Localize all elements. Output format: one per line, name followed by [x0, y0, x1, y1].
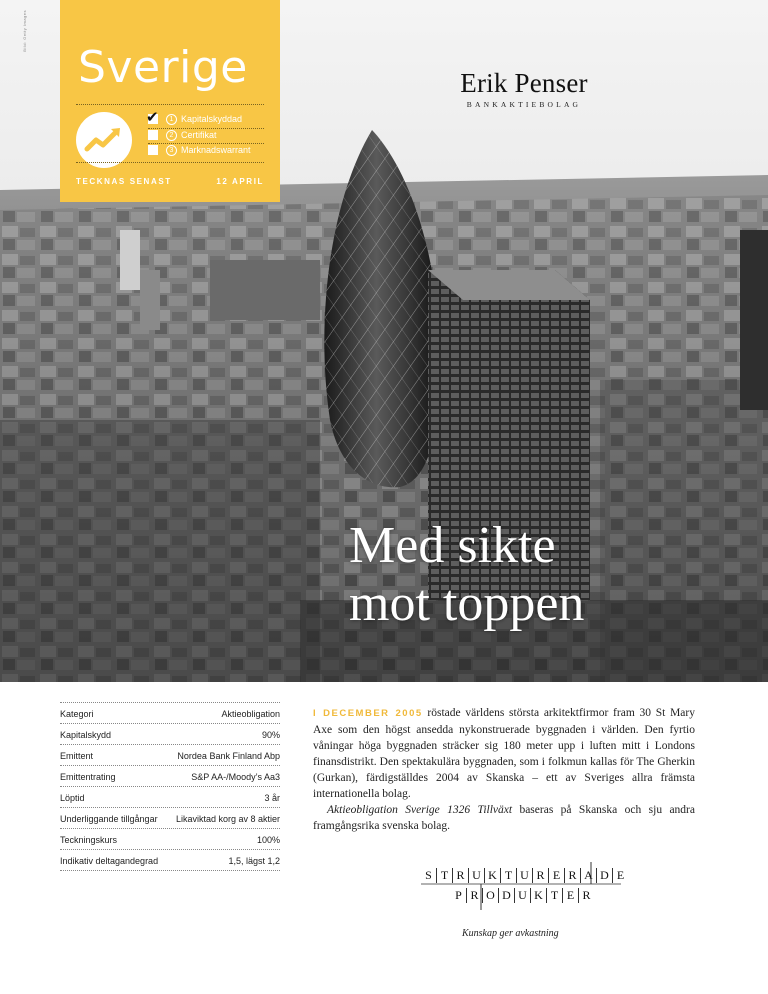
logo-letter: P	[451, 888, 467, 903]
checkmark-icon: ✔	[146, 108, 159, 126]
logo-letter: R	[582, 888, 591, 902]
headline	[349, 517, 584, 633]
badge-divider	[76, 104, 264, 105]
logo-letter: E	[616, 868, 625, 882]
logo-letter: E	[549, 868, 565, 883]
checkbox	[148, 130, 158, 140]
logo-letter: U	[517, 868, 533, 883]
struct-row-2	[451, 888, 594, 903]
logo-letter: T	[501, 868, 517, 883]
article-paragraph-1	[313, 705, 695, 802]
fact-label: Löptid	[60, 793, 85, 803]
fact-label: Underliggande tillgångar	[60, 814, 158, 824]
fact-label: Emittent	[60, 751, 94, 761]
fact-row	[60, 766, 280, 787]
erik-penser-logo	[444, 68, 604, 109]
fact-value: 100%	[256, 835, 280, 845]
logo-letter: K	[531, 888, 547, 903]
fact-label: Kapitalskydd	[60, 730, 112, 740]
rising-arrow-icon	[76, 112, 132, 168]
logo-letter: U	[515, 888, 531, 903]
logo-letter: R	[533, 868, 549, 883]
logo-letter: R	[467, 888, 483, 903]
logo-name: Erik Penser	[460, 68, 588, 98]
fact-value: 3 år	[264, 793, 280, 803]
product-name: Aktieobligation Sverige 1326 Tillväxt	[327, 804, 513, 816]
logo-letter: T	[547, 888, 563, 903]
article-paragraph-2	[313, 802, 695, 834]
fact-label: Emittentrating	[60, 772, 116, 782]
fact-row	[60, 808, 280, 829]
logo-letter: T	[437, 868, 453, 883]
photo-credit: Bild: Getty Images	[22, 10, 27, 52]
logo-letter: A	[581, 868, 597, 883]
product-badge	[60, 0, 280, 202]
logo-letter: U	[469, 868, 485, 883]
fact-value: 90%	[261, 730, 280, 740]
badge-title: Sverige	[78, 42, 248, 93]
logo-letter: S	[421, 868, 437, 883]
checkbox-checked	[146, 108, 159, 126]
struct-row-1	[421, 868, 628, 883]
checkbox	[148, 145, 158, 155]
facts-table	[60, 702, 280, 871]
fact-value: 1,5, lägst 1,2	[228, 856, 280, 866]
strukturerade-produkter-logo	[421, 862, 625, 912]
logo-letter: K	[485, 868, 501, 883]
article-text-1: röstade världens största arkitektfirmor fram 30 St Mary Axe som den högst ansedda nykonstruerade byggnaden i världen. Den fyrtio våningar höga byggnaden sträcker sig 180 meter upp i luften mitt i Londons finansdistrikt. Den spektakulära byggnaden, som i folkmun kallas för The Gherkin (Gurkan), färdigställdes 2004 av Skanska – ett av Sveriges allra främsta internationella bolag.	[313, 707, 695, 800]
logo-letter: E	[563, 888, 579, 903]
subscription-deadline	[76, 177, 264, 186]
fact-value: Likaviktad korg av 8 aktier	[175, 814, 280, 824]
fact-row	[60, 829, 280, 850]
option-kapitalskyddad	[146, 108, 243, 126]
logo-letter: D	[499, 888, 515, 903]
fact-label: Teckningskurs	[60, 835, 118, 845]
fact-value: Nordea Bank Finland Abp	[177, 751, 280, 761]
logo-letter: R	[565, 868, 581, 883]
fact-label: Indikativ deltagandegrad	[60, 856, 159, 866]
logo-letter: R	[453, 868, 469, 883]
option-number: 3	[166, 145, 177, 156]
deadline-date: 12 APRIL	[216, 177, 264, 186]
fact-row	[60, 850, 280, 871]
headline-line-1: Med sikte	[349, 517, 556, 574]
headline-line-2: mot toppen	[349, 575, 585, 632]
fact-value: Aktieobligation	[221, 709, 280, 719]
article-lead: I DECEMBER 2005	[313, 708, 423, 719]
option-label: Certifikat	[181, 130, 217, 140]
logo-subtitle: BANKAKTIEBOLAG	[466, 100, 582, 109]
option-label: Marknadswarrant	[181, 145, 251, 155]
deadline-label: TECKNAS SENAST	[76, 177, 172, 186]
option-label: Kapitalskyddad	[181, 114, 243, 124]
logo-letter: D	[597, 868, 613, 883]
option-marknadswarrant	[148, 144, 251, 156]
option-number: 2	[166, 130, 177, 141]
fact-row	[60, 724, 280, 745]
fact-row	[60, 703, 280, 724]
badge-divider	[76, 162, 264, 163]
option-number: 1	[166, 114, 177, 125]
logo-letter: O	[483, 888, 499, 903]
fact-label: Kategori	[60, 709, 94, 719]
tagline: Kunskap ger avkastning	[462, 928, 559, 939]
article-text-2: baseras på Skanska och sju andra framgångsrika svenska bolag.	[313, 804, 695, 832]
fact-row	[60, 787, 280, 808]
fact-value: S&P AA-/Moody’s Aa3	[191, 772, 280, 782]
article-body	[313, 705, 695, 834]
fact-row	[60, 745, 280, 766]
option-certifikat	[148, 129, 217, 141]
